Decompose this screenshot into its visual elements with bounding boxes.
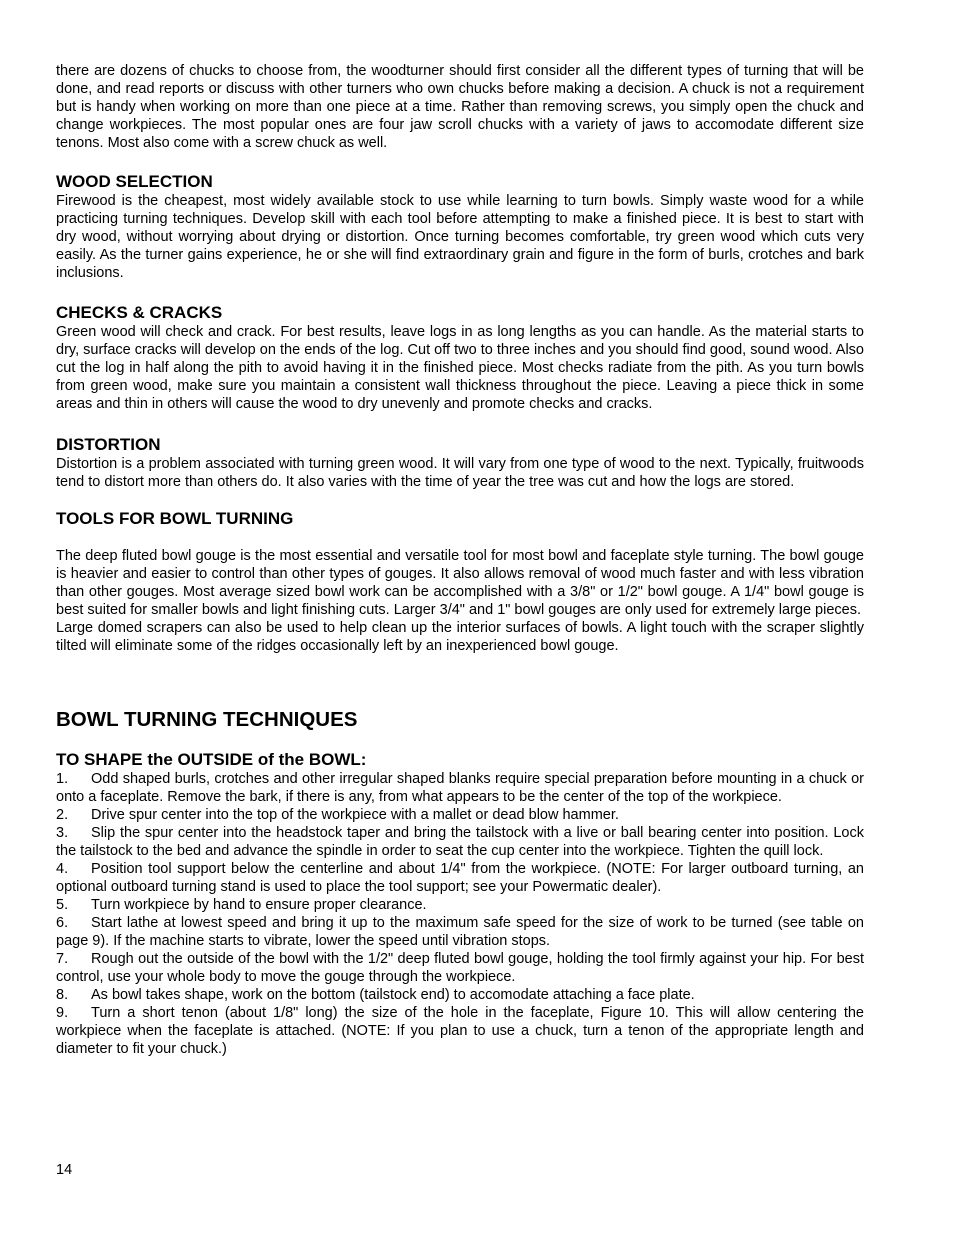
tools-body-1: The deep fluted bowl gouge is the most essential and versatile tool for most bowl and faceplate style turning. The bowl gouge is heavier and easier to control than other types of gouges. It also allows removal of wood much faster and with less vibration than other gouges. Most average sized bowl work can be accomplished with a 3/8" or 1/2" bowl gouge. A 1/4" bowl gouge is best suited for smaller bowls and light finishing cuts. Larger 3/4" and 1" bowl gouges are only used for extremely large pieces. <box>56 548 864 618</box>
distortion-heading: DISTORTION <box>56 435 161 454</box>
wood-selection-heading: WOOD SELECTION <box>56 172 213 191</box>
list-item: 2. Drive spur center into the top of the workpiece with a mallet or dead blow hammer. <box>56 807 619 823</box>
list-item: 8. As bowl takes shape, work on the bottom (tailstock end) to accomodate attaching a face plate. <box>56 987 695 1003</box>
list-item: 3. Slip the spur center into the headstock taper and bring the tailstock with a live or ball bearing center into position. Lock the tailstock to the bed and advance the spindle in order to seat the cup center into the workpiece. Tighten the quill lock. <box>56 825 864 859</box>
list-item: 4. Position tool support below the centerline and about 1/4" from the workpiece. (NOTE: For larger outboard turning, an optional outboard turning stand is used to place the tool support; see your Powermatic dealer). <box>56 861 864 895</box>
checks-cracks-heading: CHECKS & CRACKS <box>56 303 223 322</box>
list-item: 6. Start lathe at lowest speed and bring it up to the maximum safe speed for the size of work to be turned (see table on page 9). If the machine starts to vibrate, lower the speed until vibration stops. <box>56 915 864 949</box>
tools-heading: TOOLS FOR BOWL TURNING <box>56 509 294 528</box>
list-item: 5. Turn workpiece by hand to ensure proper clearance. <box>56 897 427 913</box>
steps-list <box>56 770 864 1058</box>
tools-body-2: Large domed scrapers can also be used to help clean up the interior surfaces of bowls. A light touch with the scraper slightly tilted will eliminate some of the ridges occasionally left by an inexperienced bowl gouge. <box>56 620 864 654</box>
list-item: 9. Turn a short tenon (about 1/8" long) the size of the hole in the faceplate, Figure 10. This will allow centering the workpiece when the faceplate is attached. (NOTE: If you plan to use a chuck, turn a tenon of the appropriate length and diameter to fit your chuck.) <box>56 1005 864 1057</box>
wood-selection-body: Firewood is the cheapest, most widely available stock to use while learning to turn bowls. Simply waste wood for a while practicing turning techniques. Develop skill with each tool before attempting to make a finished piece. It is best to start with dry wood, without worrying about drying or distortion. Once turning becomes comfortable, try green wood which cuts very easily. As the turner gains experience, he or she will find extraordinary grain and figure in the form of burls, crotches and bark inclusions. <box>56 193 864 281</box>
intro-paragraph: there are dozens of chucks to choose from, the woodturner should first consider all the different types of turning that will be done, and read reports or discuss with other turners who own chucks before making a decision. A chuck is not a requirement but is handy when working on more than one piece at a time. Rather than removing screws, you simply open the chuck and change workpieces. The most popular ones are four jaw scroll chucks with a variety of jaws to accomodate different size tenons. Most also come with a screw chuck as well. <box>56 63 864 151</box>
distortion-body: Distortion is a problem associated with turning green wood. It will vary from one type of wood to the next. Typically, fruitwoods tend to distort more than others do. It also varies with the time of year the tree was cut and how the logs are stored. <box>56 456 864 490</box>
checks-cracks-body: Green wood will check and crack. For best results, leave logs in as long lengths as you can handle. As the material starts to dry, surface cracks will develop on the ends of the log. Cut off two to three inches and you should find good, sound wood. Also cut the log in half along the pith to avoid having it in the finished piece. Most checks radiate from the pith. As you turn bowls from green wood, make sure you maintain a consistent wall thickness throughout the piece. Leaving a piece thick in some areas and thin in others will cause the wood to dry unevenly and promote checks and cracks. <box>56 324 864 412</box>
list-item: 7. Rough out the outside of the bowl with the 1/2" deep fluted bowl gouge, holding the tool firmly against your hip. For best control, use your whole body to move the gouge through the workpiece. <box>56 951 864 985</box>
shape-outside-heading: TO SHAPE the OUTSIDE of the BOWL: <box>56 750 367 769</box>
list-item: 1. Odd shaped burls, crotches and other irregular shaped blanks require special preparation before mounting in a chuck or onto a faceplate. Remove the bark, if there is any, from what appears to be the center of the top of the workpiece. <box>56 771 864 805</box>
techniques-title: BOWL TURNING TECHNIQUES <box>56 708 358 731</box>
page-content <box>56 62 864 1058</box>
page-number: 14 <box>56 1162 73 1178</box>
